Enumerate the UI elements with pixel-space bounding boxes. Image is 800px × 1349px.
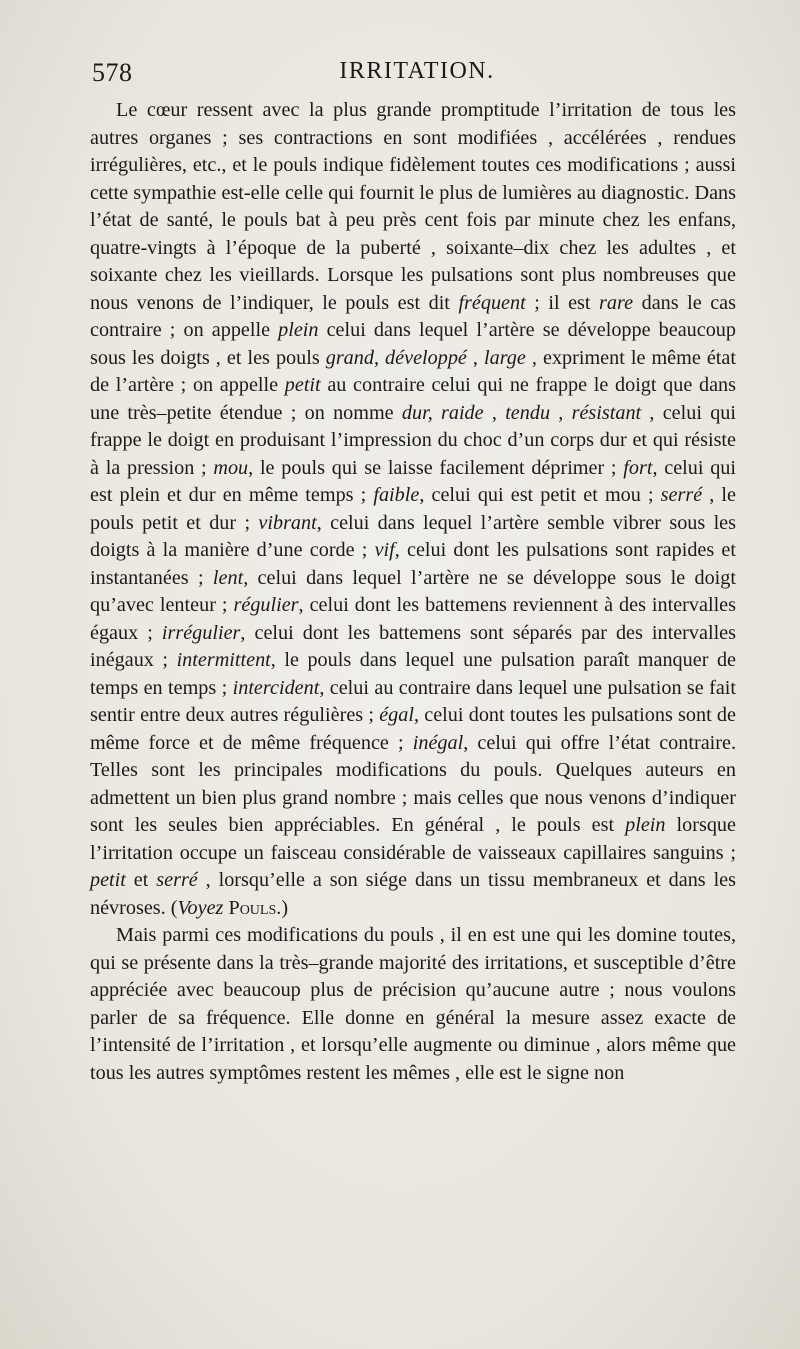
text-run: Pouls [228,896,277,919]
text-run: , celui qui offre l’état contraire. Telles sont les principales modifications du pouls. Quelques auteurs en admettent un bien plus grand nombre ; mais celles que nous venons d’indiquer sont les seules bien appréciables. En général , le pouls est [90,731,736,836]
italic-term: petit [284,374,321,396]
text-run: , celui dont les battemens sont séparés par des intervalles inégaux ; [90,621,736,671]
text-run: Mais parmi ces modifications du pouls , il en est une qui les domine toutes, qui se présente dans la très–grande majorité des irritations, et susceptible d’être appréciée avec beaucoup plus de précision qu’aucune autre ; nous voulons parler de sa fréquence. Elle donne en général la mesure assez exacte de l’intensité de l’irritation , et lorsqu’elle augmente ou diminue , alors même que tous les autres symptômes restent les mêmes , elle est le signe non [90,924,736,1084]
italic-term: mou [213,456,249,479]
italic-term: serré [156,869,198,891]
text-run: , [483,401,506,424]
text-run: , celui au contraire dans lequel une pulsation se fait sentir entre deux autres régulières ; [90,676,737,726]
italic-term: lent [212,566,244,589]
text-run: dans le cas contraire ; on appelle [90,291,736,341]
italic-term: fort [623,456,653,479]
body-text [90,97,736,1087]
italic-term: Voyez [177,896,224,919]
text-run: lorsque l’irritation occupe un faisceau considérable de vaisseaux capillaires sanguins ; [90,814,736,864]
text-run: , [550,401,572,424]
italic-term: tendu [505,401,551,424]
italic-term: résistant [571,401,642,424]
text-run: au contraire celui qui ne frappe le doigt que dans une très–petite étendue ; on nomme [90,374,737,424]
italic-term: faible [373,484,420,506]
text-run: , le pouls dans lequel une pulsation paraît manquer de temps en temps ; [90,649,737,699]
paragraph-1 [90,97,736,922]
text-run: ; il est [525,291,600,314]
italic-term: rare [599,291,634,314]
text-run: , celui dans lequel l’artère semble vibrer sous les doigts à la manière d’une corde ; [90,511,736,561]
italic-term: vif [374,539,395,561]
text-run: , lorsqu’elle a son siége dans un tissu membraneux et dans les névroses. ( [90,869,736,919]
italic-term: plein [625,814,666,836]
text-run: , celui qui est plein et dur en même temps ; [90,456,737,506]
text-run: , celui dont les pulsations sont rapides et instantanées ; [90,539,736,589]
italic-term: dur, raide [401,401,484,424]
text-run: , le pouls petit et dur ; [90,484,737,534]
text-run: Le cœur ressent avec la plus grande promptitude l’irritation de tous les autres organes ; ses contractions en sont modifiées , accélérées , rendues irrégulières, etc., et le pouls indique fidèlement toutes ces modifications ; aussi cette sympathie est-elle celle qui fournit le plus de lumières au diagnostic. Dans l’état de santé, le pouls bat à peu près cent fois par minute chez les enfans, quatre-vingts à l’époque de la puberté , soixante–dix chez les adultes , et soixante chez les vieillards. Lorsque les pulsations sont plus nombreuses que nous venons de l’indiquer, le pouls est dit [90,99,736,314]
italic-term: inégal [412,731,464,754]
italic-term: vibrant [258,511,317,534]
text-run: celui dans lequel l’artère se développe beaucoup sous les doigts , et les pouls [90,319,736,369]
text-run: et [125,869,157,891]
italic-term: large [484,346,526,369]
text-run: , le pouls qui se laisse facilement déprimer ; [248,456,624,479]
italic-term: grand, développé [325,346,467,369]
text-run: .) [276,896,289,919]
italic-term: petit [90,869,126,891]
text-run: , expriment le même état de l’artère ; on appelle [90,346,736,396]
running-title: IRRITATION. [339,58,495,84]
page-number: 578 [92,58,133,87]
italic-term: régulier [233,594,299,616]
text-run: , celui qui est petit et mou ; [419,484,661,506]
italic-term: intermittent [176,649,271,671]
page-header [92,58,742,98]
text-run: , celui dont les battemens reviennent à des intervalles égaux ; [90,594,736,644]
italic-term: serré [660,484,703,506]
italic-term: égal [379,704,414,726]
italic-term: plein [278,319,319,341]
italic-term: intercident [232,676,320,699]
paragraph-2 [90,922,736,1087]
text-run: , celui dans lequel l’artère ne se développe sous le doigt qu’avec lenteur ; [90,566,736,616]
italic-term: irrégulier [161,621,241,644]
text-run: , celui dont toutes les pulsations sont de même force et de même fréquence ; [90,704,736,754]
text-run: , [466,346,484,369]
text-run: , celui qui frappe le doigt en produisant l’impression du choc d’un corps dur et qui résiste à la pression ; [90,401,737,479]
italic-term: fréquent [458,291,526,314]
